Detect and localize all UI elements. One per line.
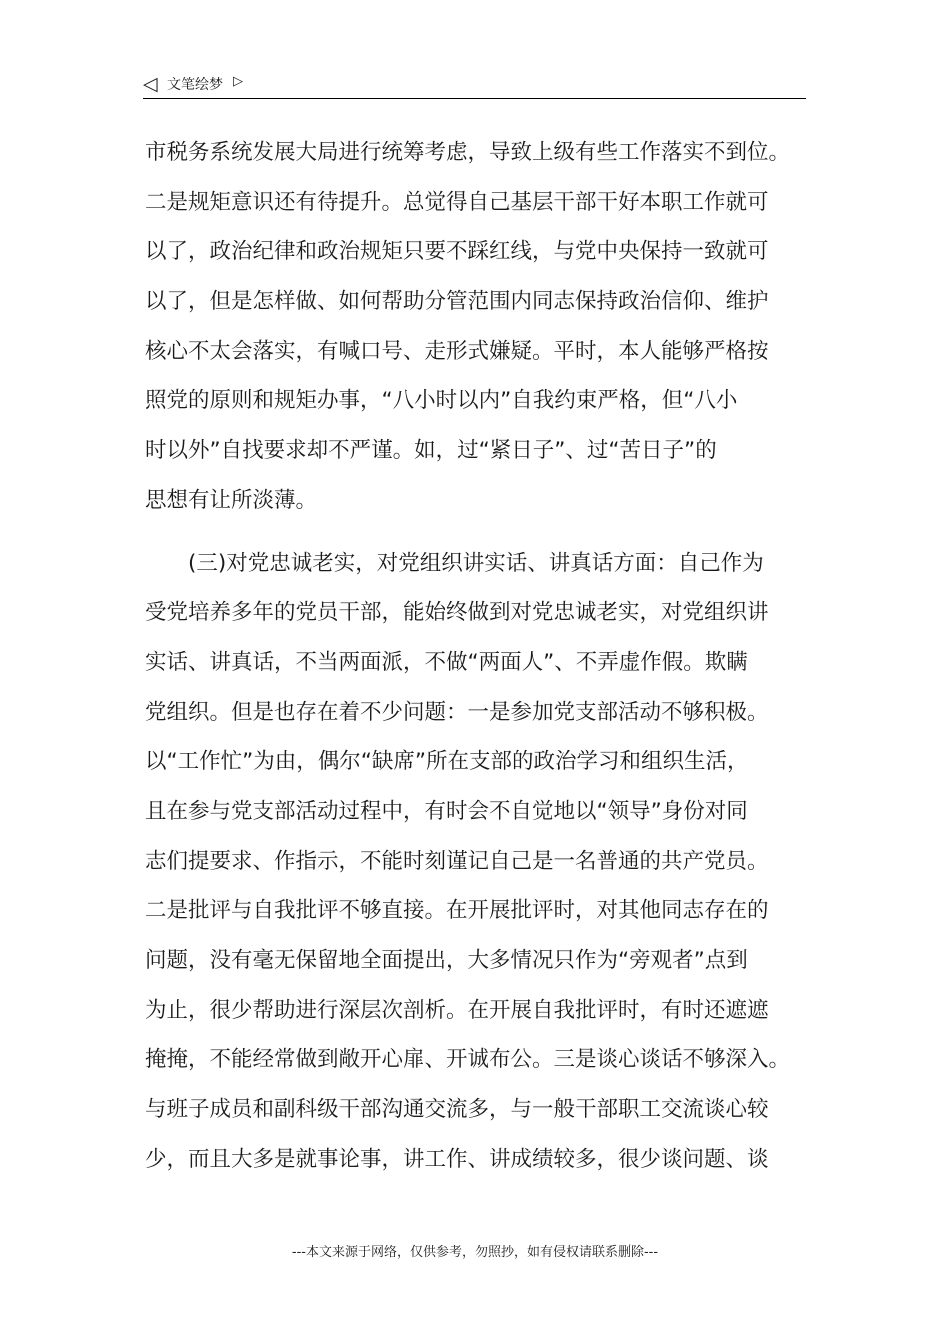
text-line: 志们提要求、作指示，不能时刻谨记自己是一名普通的共产党员。 (145, 848, 769, 874)
text-line: 以了，但是怎样做、如何帮助分管范围内同志保持政治信仰、维护 (145, 289, 769, 315)
text-line: 掩掩，不能经常做到敞开心扉、开诚布公。三是谈心谈话不够深入。 (145, 1047, 791, 1073)
text-line: 时以外”自找要求却不严谨。如，过“紧日子”、过“苦日子”的 (145, 438, 717, 464)
text-line: 二是规矩意识还有待提升。总觉得自己基层干部干好本职工作就可 (145, 189, 769, 215)
paragraph-2 (145, 539, 810, 1185)
text-line: 思想有让所淡薄。 (145, 487, 318, 513)
text-line: 以“工作忙”为由，偶尔“缺席”所在支部的政治学习和组织生活， (145, 749, 749, 775)
document-body (145, 128, 810, 1184)
text-line: 二是批评与自我批评不够直接。在开展批评时，对其他同志存在的 (145, 898, 769, 924)
text-line: 照党的原则和规矩办事，“八小时以内”自我约束严格，但“八小 (145, 388, 738, 414)
text-line: 受党培养多年的党员干部，能始终做到对党忠诚老实，对党组织讲 (145, 600, 769, 626)
triangle-left-icon: ◁ (143, 73, 158, 95)
text-line: 市税务系统发展大局进行统筹考虑，导致上级有些工作落实不到位。 (145, 140, 791, 165)
text-line: 党组织。但是也存在着不少问题：一是参加党支部活动不够积极。 (145, 699, 769, 725)
triangle-right-icon: ▷ (233, 74, 243, 89)
text-line: 问题，没有毫无保留地全面提出，大多情况只作为“旁观者”点到 (145, 948, 748, 973)
text-line: 实话、讲真话，不当两面派，不做“两面人”、不弄虚作假。欺瞒 (145, 649, 748, 675)
text-line: 以了，政治纪律和政治规矩只要不踩红线，与党中央保持一致就可 (145, 239, 769, 265)
text-line: 为止，很少帮助进行深层次剖析。在开展自我批评时，有时还遮遮 (145, 997, 769, 1023)
text-line: 与班子成员和副科级干部沟通交流多，与一般干部职工交流谈心较 (145, 1097, 769, 1123)
paragraph-gap (145, 526, 810, 539)
footer-disclaimer: ---本文来源于网络，仅供参考，勿照抄，如有侵权请联系删除--- (291, 1245, 659, 1260)
header-brand: 文笔绘梦 (167, 77, 223, 93)
page-header (143, 72, 806, 99)
text-line: 核心不太会落实，有喊口号、走形式嫌疑。平时，本人能够严格按 (145, 338, 769, 364)
text-line: 少，而且大多是就事论事，讲工作、讲成绩较多，很少谈问题、谈 (145, 1146, 769, 1172)
paragraph-1 (145, 128, 810, 526)
text-line: (三)对党忠诚老实，对党组织讲实话、讲真话方面：自己作为 (188, 550, 764, 576)
text-line: 且在参与党支部活动过程中，有时会不自觉地以“领导”身份对同 (145, 798, 748, 824)
